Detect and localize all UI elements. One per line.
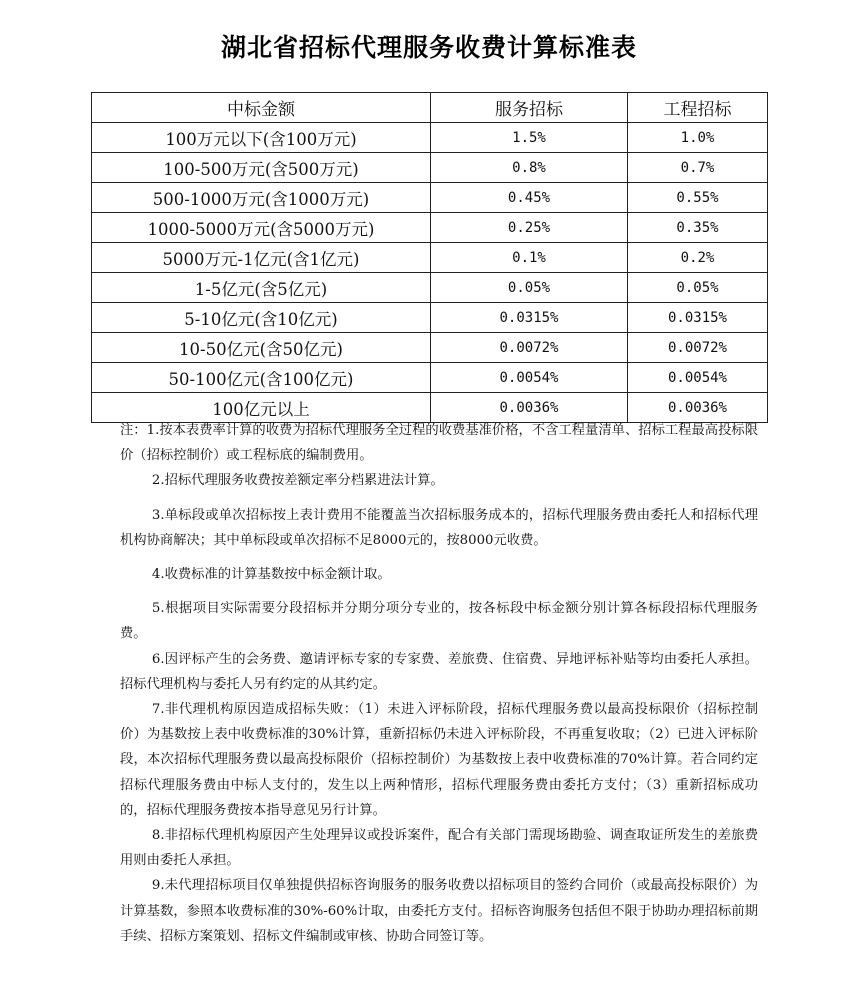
- note-8: 8.非招标代理机构原因产生处理异议或投诉案件，配合有关部门需现场勘验、调查取证所发生的差旅费用则由委托人承担。: [120, 828, 758, 869]
- amount-cell: 10-50亿元(含50亿元): [92, 333, 431, 363]
- table-row: [92, 123, 768, 153]
- service-rate-cell: 0.45%: [431, 183, 628, 213]
- engineering-rate-cell: 0.0072%: [628, 333, 768, 363]
- engineering-rate-cell: 1.0%: [628, 123, 768, 153]
- note-7: 7.非代理机构原因造成招标失败：（1）未进入评标阶段，招标代理服务费以最高投标限价（招标控制价）为基数按上表中收费标准的30%计算，重新招标仍未进入评标阶段，不再重复收取；（2）已进入评标阶段，本次招标代理服务费以最高投标限价（招标控制价）为基数按上表中收费标准的70%计算。若合同约定招标代理服务费由中标人支付的，发生以上两种情形，招标代理服务费由委托方支付；（3）重新招标成功的，招标代理服务费按本指导意见另行计算。: [120, 702, 758, 818]
- service-rate-cell: 0.0036%: [431, 393, 628, 423]
- engineering-rate-cell: 0.0315%: [628, 303, 768, 333]
- header-bid-amount: 中标金额: [92, 93, 431, 123]
- document-title: 湖北省招标代理服务收费计算标准表: [220, 33, 637, 62]
- amount-cell: 500-1000万元(含1000万元): [92, 183, 431, 213]
- fee-rate-table: [91, 92, 768, 423]
- service-rate-cell: 1.5%: [431, 123, 628, 153]
- engineering-rate-cell: 0.05%: [628, 273, 768, 303]
- table-row: [92, 243, 768, 273]
- engineering-rate-cell: 0.2%: [628, 243, 768, 273]
- engineering-rate-cell: 0.0036%: [628, 393, 768, 423]
- table-row: [92, 303, 768, 333]
- amount-cell: 100万元以下(含100万元): [92, 123, 431, 153]
- note-5: 5.根据项目实际需要分段招标并分期分项分专业的，按各标段中标金额分别计算各标段招标代理服务费。: [120, 601, 758, 642]
- note-3: 3.单标段或单次招标按上表计费用不能覆盖当次招标服务成本的，招标代理服务费由委托人和招标代理机构协商解决；其中单标段或单次招标不足8000元的，按8000元收费。: [120, 507, 758, 548]
- service-rate-cell: 0.0072%: [431, 333, 628, 363]
- service-rate-cell: 0.8%: [431, 153, 628, 183]
- note-6: 6.因评标产生的会务费、邀请评标专家的专家费、差旅费、住宿费、异地评标补贴等均由委托人承担。招标代理机构与委托人另有约定的从其约定。: [120, 651, 758, 692]
- table-row: [92, 213, 768, 243]
- service-rate-cell: 0.0054%: [431, 363, 628, 393]
- note-4: 4.收费标准的计算基数按中标金额计取。: [151, 567, 391, 583]
- amount-cell: 100亿元以上: [92, 393, 431, 423]
- amount-cell: 50-100亿元(含100亿元): [92, 363, 431, 393]
- engineering-rate-cell: 0.7%: [628, 153, 768, 183]
- notes-section: [120, 418, 758, 949]
- engineering-rate-cell: 0.0054%: [628, 363, 768, 393]
- amount-cell: 5000万元-1亿元(含1亿元): [92, 243, 431, 273]
- table-row: [92, 153, 768, 183]
- service-rate-cell: 0.0315%: [431, 303, 628, 333]
- note-2: 2.招标代理服务收费按差额定率分档累进法计算。: [151, 473, 444, 489]
- engineering-rate-cell: 0.35%: [628, 213, 768, 243]
- service-rate-cell: 0.25%: [431, 213, 628, 243]
- header-engineering-bidding: 工程招标: [628, 93, 768, 123]
- amount-cell: 1000-5000万元(含5000万元): [92, 213, 431, 243]
- amount-cell: 5-10亿元(含10亿元): [92, 303, 431, 333]
- service-rate-cell: 0.05%: [431, 273, 628, 303]
- table-row: [92, 183, 768, 213]
- amount-cell: 1-5亿元(含5亿元): [92, 273, 431, 303]
- table-header-row: [92, 93, 768, 123]
- table-row: [92, 333, 768, 363]
- note-9: 9.未代理招标项目仅单独提供招标咨询服务的服务收费以招标项目的签约合同价（或最高投标限价）为计算基数，参照本收费标准的30%-60%计取，由委托方支付。招标咨询服务包括但不限于协助办理招标前期手续、招标方案策划、招标文件编制或审核、协助合同签订等。: [120, 878, 758, 944]
- table-row: [92, 363, 768, 393]
- header-service-bidding: 服务招标: [431, 93, 628, 123]
- note-1: 注：1.按本表费率计算的收费为招标代理服务全过程的收费基准价格，不含工程量清单、招标工程最高投标限价（招标控制价）或工程标底的编制费用。: [120, 423, 758, 464]
- table-row: [92, 273, 768, 303]
- service-rate-cell: 0.1%: [431, 243, 628, 273]
- amount-cell: 100-500万元(含500万元): [92, 153, 431, 183]
- engineering-rate-cell: 0.55%: [628, 183, 768, 213]
